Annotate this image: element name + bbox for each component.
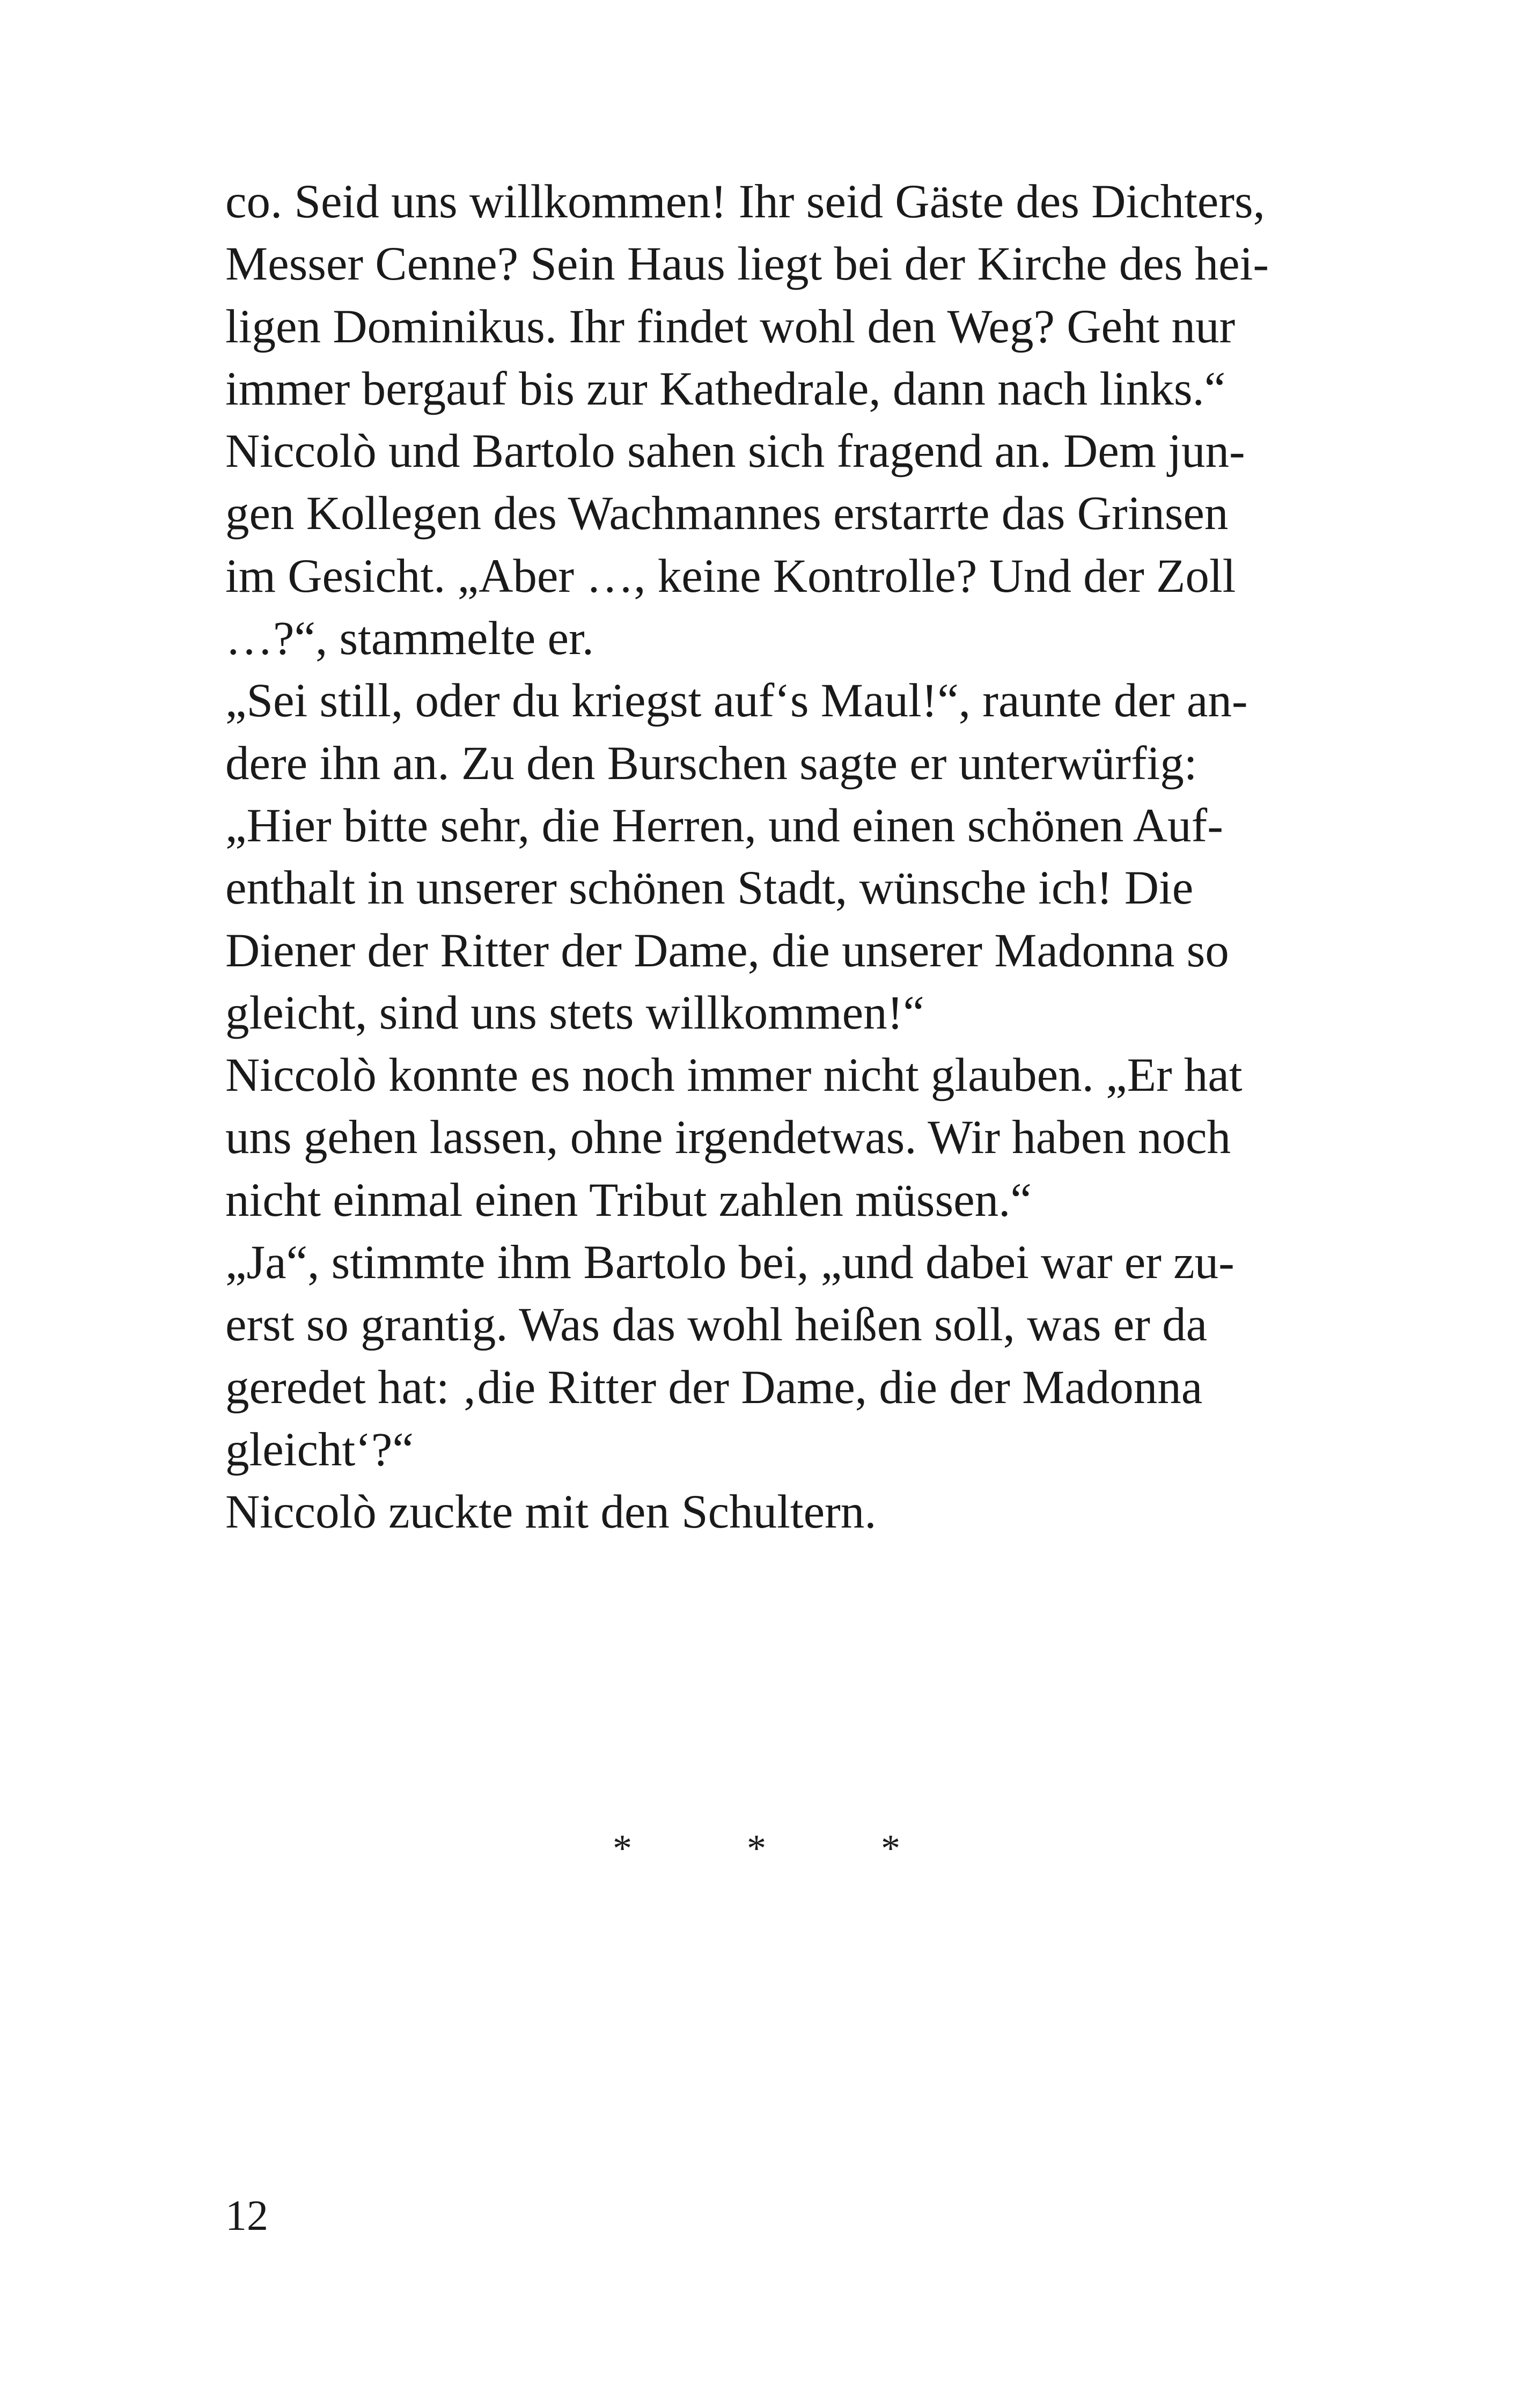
text-line: dere ihn an. Zu den Burschen sagte er unterwürfig:: [225, 737, 1197, 790]
scene-break-asterisk: *: [747, 1827, 766, 1870]
text-line: nicht einmal einen Tribut zahlen müssen.“: [225, 1173, 1032, 1227]
text-line: Niccolò und Bartolo sahen sich fragend an. Dem jun-: [225, 425, 1245, 478]
text-line: Messer Cenne? Sein Haus liegt bei der Kirche des hei-: [225, 238, 1269, 291]
text-line: Niccolò konnte es noch immer nicht glauben. „Er hat: [225, 1049, 1243, 1102]
scene-break-asterisk: *: [613, 1827, 632, 1870]
text-line: „Sei still, oder du kriegst auf‘s Maul!“, raunte der an-: [225, 674, 1248, 728]
text-line: Diener der Ritter der Dame, die unserer Madonna so: [225, 924, 1229, 977]
text-line: „Ja“, stimmte ihm Bartolo bei, „und dabei war er zu-: [225, 1236, 1235, 1289]
text-line: enthalt in unserer schönen Stadt, wünsche ich! Die: [225, 862, 1194, 915]
body-text: [225, 171, 1352, 1544]
scene-break: [606, 1822, 907, 1875]
text-line: erst so grantig. Was das wohl heißen soll, was er da: [225, 1298, 1208, 1352]
text-line: immer bergauf bis zur Kathedrale, dann nach links.“: [225, 362, 1226, 415]
text-line: im Gesicht. „Aber …, keine Kontrolle? Und der Zoll: [225, 549, 1236, 603]
text-line: ligen Dominikus. Ihr findet wohl den Weg? Geht nur: [225, 300, 1236, 353]
text-line: „Hier bitte sehr, die Herren, und einen schönen Auf-: [225, 799, 1223, 852]
scene-break-asterisk: *: [881, 1827, 900, 1870]
text-line: …?“, stammelte er.: [225, 612, 594, 665]
text-line: uns gehen lassen, ohne irgendetwas. Wir haben noch: [225, 1111, 1231, 1164]
text-line: Niccolò zuckte mit den Schultern.: [225, 1486, 877, 1539]
text-line: gleicht‘?“: [225, 1423, 414, 1476]
text-line: gen Kollegen des Wachmannes erstarrte das Grinsen: [225, 487, 1229, 540]
page-number: 12: [225, 2192, 268, 2240]
text-line: co. Seid uns willkommen! Ihr seid Gäste des Dichters,: [225, 175, 1265, 228]
text-line: geredet hat: ‚die Ritter der Dame, die der Madonna: [225, 1361, 1203, 1414]
text-line: gleicht, sind uns stets willkommen!“: [225, 986, 924, 1039]
